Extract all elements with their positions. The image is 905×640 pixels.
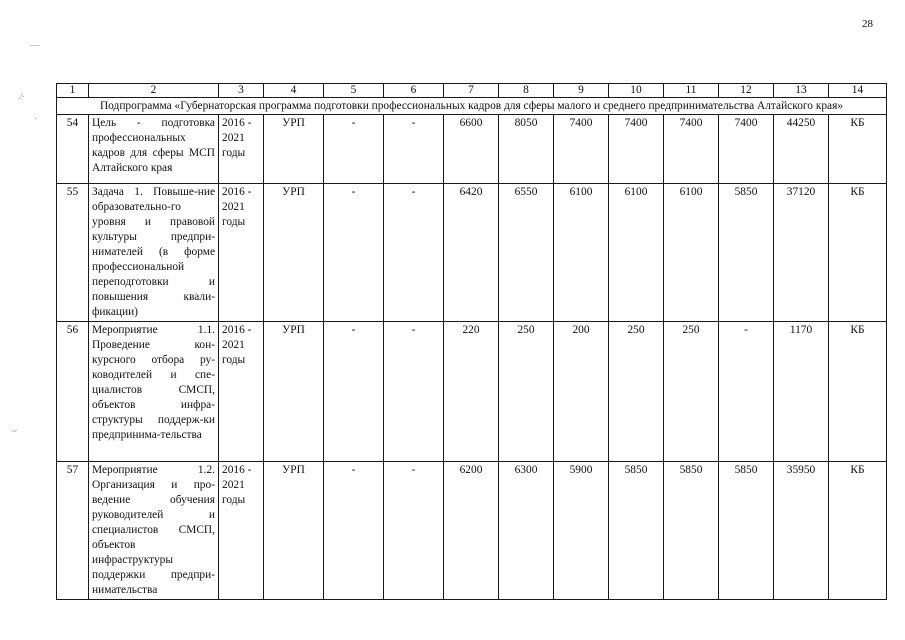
page-number: 28 bbox=[862, 18, 873, 30]
row-value-2017: 6300 bbox=[499, 462, 554, 600]
table-row bbox=[57, 462, 887, 600]
row-total: 35950 bbox=[774, 462, 829, 600]
row-value-2019: 5850 bbox=[609, 462, 664, 600]
row-source: КБ bbox=[829, 462, 887, 600]
row-number: 57 bbox=[57, 462, 89, 600]
row-source: КБ bbox=[829, 322, 887, 462]
table-row bbox=[57, 115, 887, 184]
row-period: 2016 - 2021 годы bbox=[219, 322, 264, 462]
row-description: Задача 1. Повыше-ние образовательно-го уровня и правовой культуры предпри-нимателей (в форме профессиональной переподготовки и повышения квали-фикации) bbox=[89, 184, 219, 322]
table-row bbox=[57, 184, 887, 322]
row-cell: - bbox=[324, 115, 384, 184]
row-period: 2016 - 2021 годы bbox=[219, 462, 264, 600]
column-number: 9 bbox=[554, 84, 609, 98]
row-cell: - bbox=[324, 322, 384, 462]
row-period: 2016 - 2021 годы bbox=[219, 115, 264, 184]
row-executor: УРП bbox=[264, 322, 324, 462]
row-description: Мероприятие 1.2. Организация и про-ведение обучения руководителей и специалистов СМСП, объектов инфраструктуры поддержки предпри-нимательства bbox=[89, 462, 219, 600]
row-value-2019: 6100 bbox=[609, 184, 664, 322]
row-value-2018: 6100 bbox=[554, 184, 609, 322]
row-value-2016: 6200 bbox=[444, 462, 499, 600]
column-number: 8 bbox=[499, 84, 554, 98]
row-value-2021: 7400 bbox=[719, 115, 774, 184]
row-period: 2016 - 2021 годы bbox=[219, 184, 264, 322]
row-value-2017: 6550 bbox=[499, 184, 554, 322]
row-value-2019: 7400 bbox=[609, 115, 664, 184]
row-source: КБ bbox=[829, 115, 887, 184]
column-number: 6 bbox=[384, 84, 444, 98]
row-value-2020: 7400 bbox=[664, 115, 719, 184]
row-number: 54 bbox=[57, 115, 89, 184]
row-description: Мероприятие 1.1. Проведение кон-курсного отбора ру-ководителей и спе-циалистов СМСП, объектов инфра-структуры поддерж-ки предпринима-тельства bbox=[89, 322, 219, 462]
row-value-2021: - bbox=[719, 322, 774, 462]
row-executor: УРП bbox=[264, 184, 324, 322]
column-number: 14 bbox=[829, 84, 887, 98]
row-value-2019: 250 bbox=[609, 322, 664, 462]
row-executor: УРП bbox=[264, 462, 324, 600]
row-value-2020: 6100 bbox=[664, 184, 719, 322]
column-number: 11 bbox=[664, 84, 719, 98]
row-value-2016: 220 bbox=[444, 322, 499, 462]
row-number: 55 bbox=[57, 184, 89, 322]
row-value-2021: 5850 bbox=[719, 184, 774, 322]
row-value-2018: 7400 bbox=[554, 115, 609, 184]
row-total: 44250 bbox=[774, 115, 829, 184]
row-executor: УРП bbox=[264, 115, 324, 184]
row-cell: - bbox=[324, 184, 384, 322]
margin-mark: ⁄· bbox=[20, 92, 25, 103]
subprogram-title: Подпрограмма «Губернаторская программа подготовки профессиональных кадров для сферы малого и среднего предпринимательства Алтайского края» bbox=[57, 98, 887, 115]
row-description: Цель - подготовка профессиональных кадров для сферы МСП Алтайского края bbox=[89, 115, 219, 184]
row-value-2018: 200 bbox=[554, 322, 609, 462]
column-number: 4 bbox=[264, 84, 324, 98]
row-value-2017: 250 bbox=[499, 322, 554, 462]
row-value-2021: 5850 bbox=[719, 462, 774, 600]
column-number: 12 bbox=[719, 84, 774, 98]
row-value-2016: 6600 bbox=[444, 115, 499, 184]
column-number: 1 bbox=[57, 84, 89, 98]
margin-mark: ᴗ bbox=[12, 424, 17, 435]
column-number: 10 bbox=[609, 84, 664, 98]
row-total: 37120 bbox=[774, 184, 829, 322]
row-number: 56 bbox=[57, 322, 89, 462]
row-value-2020: 250 bbox=[664, 322, 719, 462]
column-number: 7 bbox=[444, 84, 499, 98]
margin-mark: — bbox=[30, 40, 40, 51]
column-number: 3 bbox=[219, 84, 264, 98]
row-value-2018: 5900 bbox=[554, 462, 609, 600]
column-number: 2 bbox=[89, 84, 219, 98]
column-number: 5 bbox=[324, 84, 384, 98]
row-value-2016: 6420 bbox=[444, 184, 499, 322]
funding-table bbox=[56, 83, 887, 600]
row-total: 1170 bbox=[774, 322, 829, 462]
row-cell: - bbox=[384, 322, 444, 462]
row-source: КБ bbox=[829, 184, 887, 322]
margin-mark: · bbox=[34, 114, 38, 125]
row-cell: - bbox=[384, 184, 444, 322]
row-cell: - bbox=[384, 462, 444, 600]
row-cell: - bbox=[324, 462, 384, 600]
column-number-row bbox=[57, 84, 887, 98]
row-value-2020: 5850 bbox=[664, 462, 719, 600]
table-row bbox=[57, 322, 887, 462]
column-number: 13 bbox=[774, 84, 829, 98]
subprogram-row bbox=[57, 98, 887, 115]
row-value-2017: 8050 bbox=[499, 115, 554, 184]
row-cell: - bbox=[384, 115, 444, 184]
